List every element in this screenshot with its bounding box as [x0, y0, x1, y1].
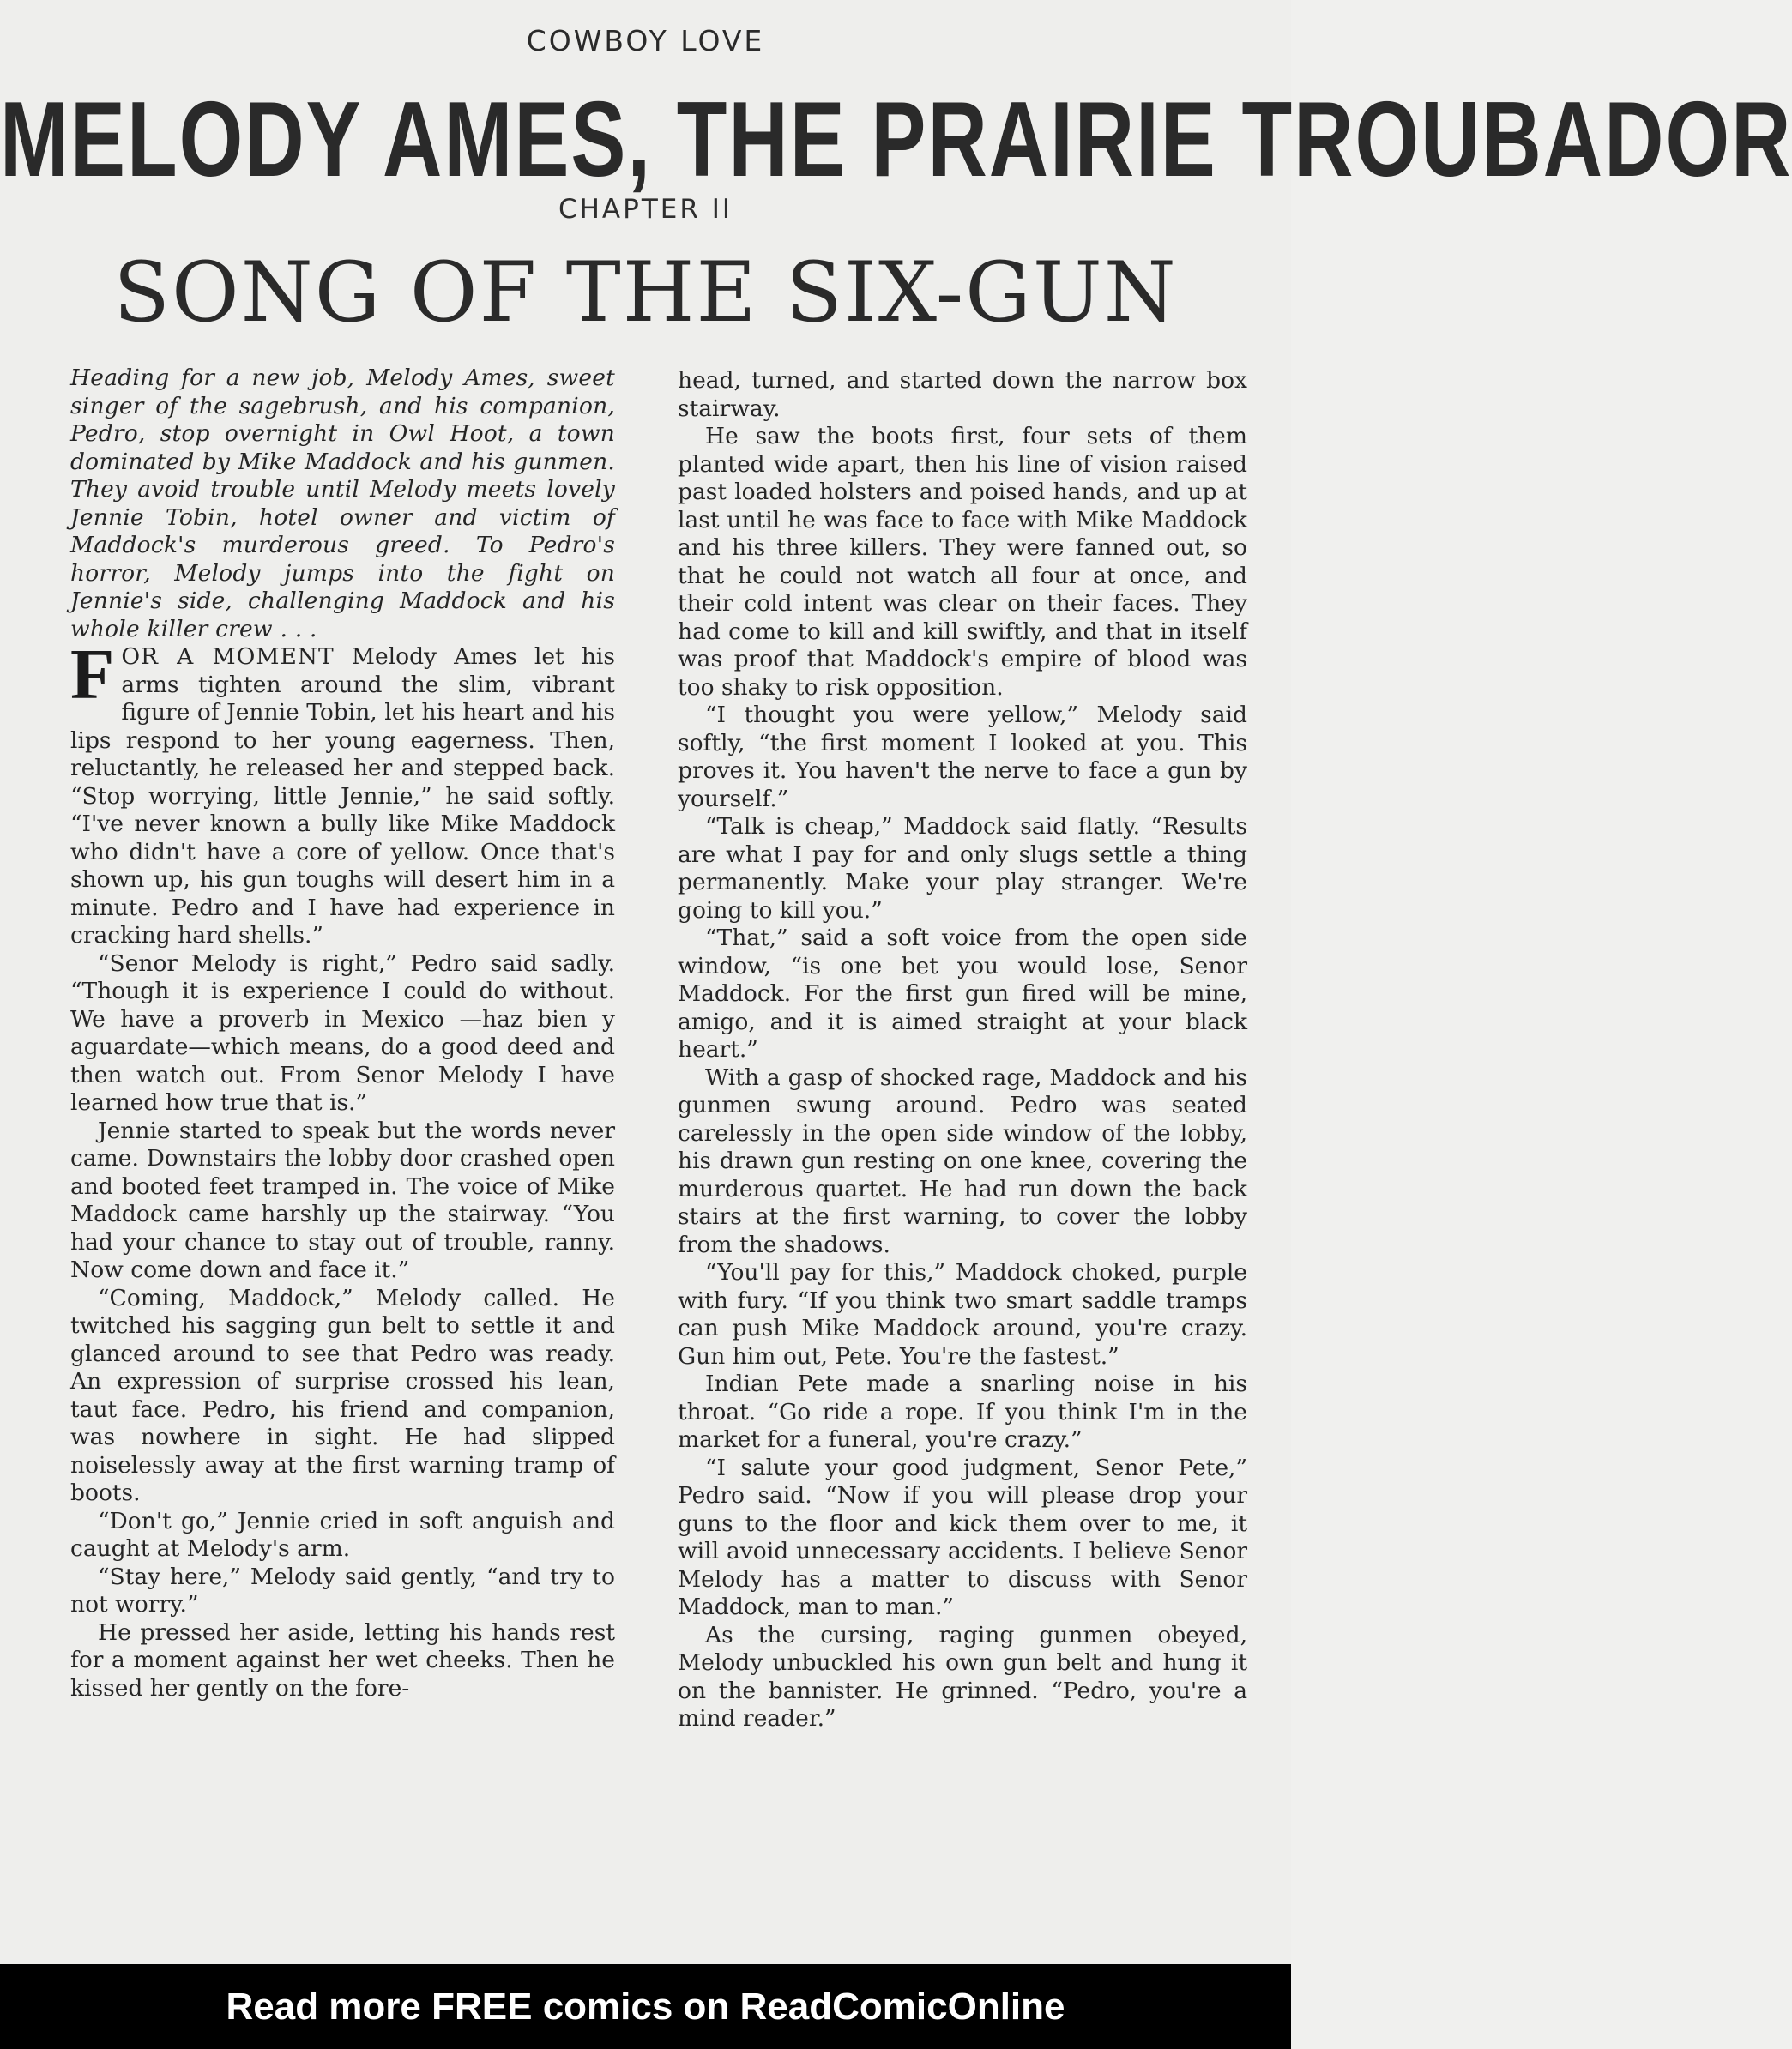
body-paragraph: He saw the boots first, four sets of them planted wide apart, then his line of vision raised past loaded holsters and poised hands, and up at last until he was face to face with Mike Maddock and his three killers. They were fanned out, so that he could not watch all four at once, and their cold intent was clear on their faces. They had come to kill and kill swiftly, and that in itself was proof that Maddock's empire of blood was too shaky to risk opposition.: [678, 423, 1247, 701]
body-paragraph: As the cursing, raging gunmen obeyed, Melody unbuckled his own gun belt and hung it on the bannister. He grinned. “Pedro, you're a mind reader.”: [678, 1621, 1247, 1732]
body-paragraph: “Don't go,” Jennie cried in soft anguish and caught at Melody's arm.: [70, 1507, 615, 1562]
series-label: COWBOY LOVE: [526, 24, 765, 57]
body-paragraph: With a gasp of shocked rage, Maddock and his gunmen swung around. Pedro was seated carelessly in the open side window of the lobby, his drawn gun resting on one knee, covering the murderous quartet. He had run down the back stairs at the first warning, to cover the lobby from the shadows.: [678, 1064, 1247, 1258]
opening-lead: OR A MOMENT: [121, 643, 335, 670]
body-paragraph: “You'll pay for this,” Maddock choked, purple with fury. “If you think two smart saddle tramps can push Mike Maddock around, you're crazy. Gun him out, Pete. You're the fastest.”: [678, 1259, 1247, 1370]
body-paragraph: “Coming, Maddock,” Melody called. He twitched his sagging gun belt to settle it and glanced around to see that Pedro was ready. An expression of surprise crossed his lean, taut face. Pedro, his friend and companion, was nowhere in sight. He had slipped noiselessly away at the first warning tramp of boots.: [70, 1284, 615, 1506]
body-paragraph: He pressed her aside, letting his hands rest for a moment against her wet cheeks. Then he kissed her gently on the fore-: [70, 1618, 615, 1702]
promo-banner-text[interactable]: Read more FREE comics on ReadComicOnline: [226, 1985, 1065, 2028]
body-paragraph: “That,” said a soft voice from the open side window, “is one bet you would lose, Senor Maddock. For the first gun fired will be mine, amigo, and it is aimed straight at your black heart.”: [678, 925, 1247, 1063]
chapter-title: SONG OF THE SIX-GUN: [113, 244, 1178, 340]
continued-paragraph: head, turned, and started down the narrow box stairway.: [678, 367, 1247, 422]
drop-cap: F: [70, 635, 115, 714]
body-paragraph: Indian Pete made a snarling noise in his throat. “Go ride a rope. If you think I'm in the market for a funeral, you're crazy.”: [678, 1371, 1247, 1453]
promo-banner[interactable]: [0, 1964, 1291, 2049]
synopsis: Heading for a new job, Melody Ames, sweet singer of the sagebrush, and his companion, Pedro, stop overnight in Owl Hoot, a town dominated by Mike Maddock and his gunmen. They avoid trouble until Melody meets lovely Jennie Tobin, hotel owner and victim of Maddock's murderous greed. To Pedro's horror, Melody jumps into the fight on Jennie's side, challenging Maddock and his whole killer crew . . .: [70, 365, 615, 642]
body-paragraph: “I thought you were yellow,” Melody said softly, “the first moment I looked at you. This proves it. You haven't the nerve to face a gun by yourself.”: [678, 702, 1247, 812]
chapter-label: CHAPTER II: [558, 194, 733, 225]
body-paragraph: Jennie started to speak but the words never came. Downstairs the lobby door crashed open and booted feet tramped in. The voice of Mike Maddock came harshly up the stairway. “You had your chance to stay out of trouble, ranny. Now come down and face it.”: [70, 1117, 615, 1283]
body-paragraph: “Talk is cheap,” Maddock said flatly. “Results are what I pay for and only slugs settle a thing permanently. Make your play stranger. We're going to kill you.”: [678, 813, 1247, 924]
body-paragraph: “Senor Melody is right,” Pedro said sadly. “Though it is experience I could do without. We have a proverb in Mexico —haz bien y aguardate—which means, do a good deed and then watch out. From Senor Melody I have learned how true that is.”: [70, 949, 615, 1116]
right-column: [678, 367, 1247, 1733]
opening-text: Melody Ames let his arms tighten around the slim, vibrant figure of Jennie Tobin, let his heart and his lips respond to her young eagerness. Then, reluctantly, he released her and stepped back. “Stop worrying, little Jennie,” he said softly. “I've never known a bully like Mike Maddock who didn't have a core of yellow. Once that's shown up, his gun toughs will desert him in a minute. Pedro and I have had experience in cracking hard shells.”: [70, 643, 615, 949]
body-paragraph: “Stay here,” Melody said gently, “and try to not worry.”: [70, 1563, 615, 1618]
body-paragraph: “I salute your good judgment, Senor Pete,” Pedro said. “Now if you will please drop your guns to the floor and kick them over to me, it will avoid unnecessary accidents. I believe Senor Melody has a matter to discuss with Senor Maddock, man to man.”: [678, 1454, 1247, 1620]
story-title: MELODY AMES, THE PRAIRIE TROUBADOR: [0, 80, 1792, 200]
left-column: [70, 365, 615, 1702]
opening-paragraph: [70, 635, 615, 950]
